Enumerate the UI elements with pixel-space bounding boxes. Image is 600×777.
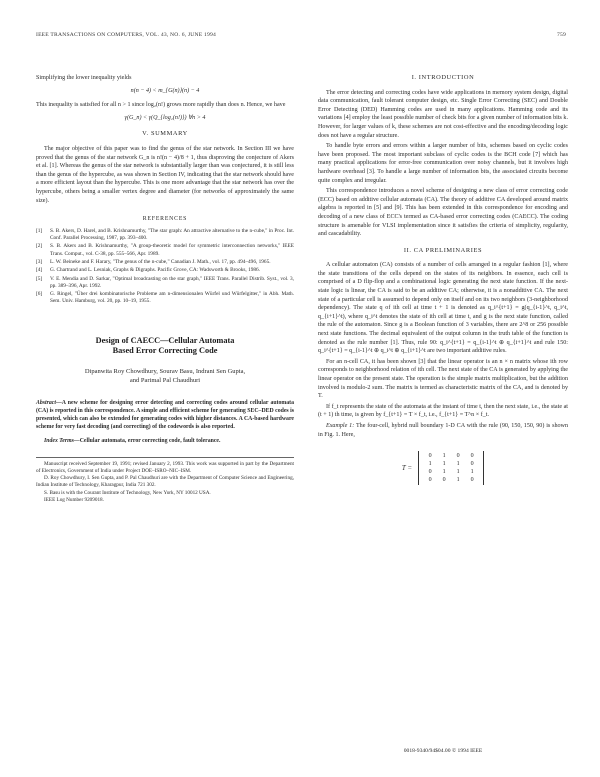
index-terms — [36, 437, 294, 445]
reference-text: L. W. Beineke and F. Harary, "The genus of the n-cube," Canadian J. Math., vol. 17, pp. 494–496, 1965. — [50, 258, 271, 265]
reference-item — [36, 243, 294, 258]
matrix-cell: 0 — [470, 477, 474, 484]
reference-number: [6] — [36, 291, 43, 298]
journal-header: IEEE TRANSACTIONS ON COMPUTERS, VOL. 43, NO. 6, JUNE 1994 — [36, 32, 216, 38]
matrix-cell: 0 — [470, 461, 474, 468]
example-paragraph — [318, 422, 568, 439]
index-terms-label: Index Terms— — [44, 437, 80, 444]
matrix-cell: 1 — [442, 461, 446, 468]
matrix-cell: 1 — [456, 477, 460, 484]
introduction-heading: I. INTRODUCTION — [411, 74, 475, 81]
ca-paragraph-1: A cellular automaton (CA) consists of a number of cells arranged in a regular fashion [1], where the state transitions of the cells depend on the states of its neighbors. In essence, each cell is comprised of a D flip-flop and a combinational logic generating the next state function. If the next-state logic is linear, the CA is said to be an additive CA; otherwise, it is a nonadditive CA. The next state of a particular cell is assumed to depend only on itself and on its two neighbors (3-neighborhood dependency). The state q of ith cell at time t + 1 is denoted as q_i^{t+1} = g(q_{i-1}^t, q_i^t, q_{i+1}^t), where q_i^t denotes the state of ith cell at time t, and g is the next state function, called the rule of the automaton. Since g is a Boolean function of 3 variables, there are 2^8 or 256 possible next state functions. The decimal equivalent of the output column in the truth table of the function is denoted as the rule number [1]. Thus, rule 90: q_i^{t+1} = q_{i-1}^t ⊕ q_{i+1}^t and rule 150: q_i^{t+1} = q_{i-1}^t ⊕ q_i^t ⊕ q_{i+1}^t are two important additive rules. — [318, 262, 568, 355]
reference-item — [36, 267, 294, 274]
matrix-table — [423, 452, 479, 484]
matrix-cell: 0 — [470, 453, 474, 460]
abstract-label: Abstract— — [36, 399, 62, 406]
left-column — [36, 74, 294, 504]
intro-paragraph-2: To handle byte errors and errors within a larger number of bits, schemes based on cyclic codes have been proposed. The most important subclass of cyclic codes is the BCH code [7] which has many practical applications for error-free communication over noisy channels, but it involves high hardware overhead [3]. To handle a large number of information bits, the associated circuits become quite complex and irregular. — [318, 143, 568, 184]
authors-line-1: Dipanwita Roy Chowdhury, Sourav Basu, Indrani Sen Gupta, — [84, 367, 246, 375]
authors-line-2: and Parimal Pal Chaudhuri — [129, 376, 201, 384]
matrix-cell: 1 — [456, 469, 460, 476]
matrix-row — [423, 460, 479, 468]
matrix-cell: 0 — [428, 469, 432, 476]
footnote-affiliation-2: S. Basu is with the Courant Institute of Technology, New York, NY 10012 USA. — [44, 489, 211, 496]
ca-paragraph-3: If f_t represents the state of the automata at the instant of time t, then the next state, i.e., the state at (t + 1) th time, is given by f_{t+1} = T × f_t, i.e., f_{t+1} = T^n × f_t. — [318, 403, 568, 419]
reference-text: S. B. Akers, D. Harel, and B. Krishnamurthy, "The star graph: An attractive alternative to the n-cube," in Proc. Int. Conf. Parallel Processing, 1987, pp. 393–400. — [50, 227, 294, 242]
footnote-received: Manuscript received September 19, 1991; revised January 2, 1993. This work was supported in part by the Department of Electronics, Government of India under Project DOE–ISRO–NIC–ISM. — [36, 460, 294, 474]
matrix-cell: 1 — [428, 461, 432, 468]
reference-text: G. Ringel, "Über drei kombinatorische Probleme am n-dimensionalen Würfel und Würfelgitter," in Abh. Math. Sem. Univ. Hamburg, vol. 20, pp. 10–19, 1955. — [50, 291, 294, 305]
reference-number: [3] — [36, 258, 43, 265]
example-label: Example 1: — [326, 422, 355, 429]
abstract-text: A new scheme for designing error detecting and correcting codes around cellular automata (CA) is reported in this correspondence. A simple and efficient scheme for generating SEC–DED codes is presented, which can also be extended for generating codes with higher distances. A CA-based hardware scheme for very fast decoding (and correcting) of the codewords is also reported. — [36, 399, 294, 430]
matrix-cell: 1 — [456, 461, 460, 468]
reference-item — [36, 291, 294, 306]
footnote-affiliation-1: D. Roy Chowdhury, I. Sen Gupta, and P. Pal Chaudhuri are with the Department of Computer Science and Engineering, Indian Institute of Technology, Kharagpur, India 721 302. — [36, 475, 294, 489]
article-title-line-2: Based Error Correcting Code — [112, 346, 218, 356]
footnotes — [36, 457, 294, 504]
ca-preliminaries-heading: II. CA PRELIMINARIES — [403, 246, 483, 254]
reference-item — [36, 276, 294, 291]
article-title — [36, 336, 294, 357]
intro-line: Simplifying the lower inequality yields — [36, 75, 132, 81]
abstract — [36, 399, 294, 431]
reference-item — [36, 228, 294, 243]
reference-number: [1] — [36, 227, 43, 234]
reference-text: V. E. Mendia and D. Sarkar, "Optimal broadcasting on the star graph," IEEE Trans. Parallel Distrib. Syst., vol. 3, pp. 389–396, Apr. 1992. — [50, 275, 294, 289]
matrix-row — [423, 476, 479, 484]
reference-number: [2] — [36, 243, 43, 250]
page-number: 759 — [557, 32, 566, 38]
matrix-cell: 1 — [470, 469, 474, 476]
references-heading: REFERENCES — [142, 216, 188, 223]
matrix-cell: 0 — [442, 477, 446, 484]
article-title-line-1: Design of CAECC—Cellular Automata — [95, 335, 235, 345]
equation-2: γ(G_n) < γ(Q_{log₂(n!)}) ∀n > 4 — [124, 114, 206, 121]
matrix-cell: 0 — [428, 453, 432, 460]
copyright-line: 0018-9340/94$04.00 © 1994 IEEE — [403, 748, 483, 754]
reference-number: [4] — [36, 267, 43, 274]
ca-paragraph-2: For an n-cell CA, it has been shown [3] that the linear operator is an n × n matrix whose ith row corresponds to neighborhood relation of ith cell. The next state of the CA is generated by applying the linear operator on the present state. The operation is the simple matrix multiplication, but the addition involved is modulo-2 sum. The matrix is termed as characteristic matrix of the CA, and is denoted by T. — [318, 358, 568, 400]
reference-list — [36, 228, 294, 306]
summary-heading: V. SUMMARY — [142, 130, 188, 138]
index-terms-text: Cellular automata, error correcting code, fault tolerance. — [79, 437, 221, 444]
matrix-row — [423, 468, 479, 476]
matrix-brackets — [418, 451, 484, 485]
para-after-equation: This inequality is satisfied for all n > 1 since log₂(n!) grows more rapidly than does n. Hence, we have — [36, 102, 286, 109]
matrix-label: T = — [401, 463, 413, 472]
matrix-cell: 1 — [442, 453, 446, 460]
article-authors — [36, 367, 294, 385]
matrix-cell: 0 — [428, 477, 432, 484]
matrix-cell: 0 — [456, 453, 460, 460]
reference-item — [36, 259, 294, 266]
reference-text: G. Chartrand and L. Lesniak, Graphs & Digraphs. Pacific Grove, CA: Wadsworth & Brooks, 1986. — [50, 267, 260, 274]
summary-paragraph: The major objective of this paper was to find the genus of the star network. In Section III we have proved that the genus of the star network G_n is n!(n − 4)/8 + 1, thus disproving the conjecture of Akers et al. [1]. Whereas the genus of the star network is substantially larger than was conjectured, it is still less than the genus of the hypercube, as was shown in Section IV, indicating that the star network should have a more efficient layout than the hypercube. This is one more advantage that the star network has over the hypercube, others being a smaller vertex degree and diameter (for networks of approximately the same size). — [36, 145, 294, 204]
running-head — [36, 32, 566, 38]
footnote-log-number: IEEE Log Number 9209018. — [44, 496, 104, 503]
reference-text: S. B. Akers and B. Krishnamurthy, "A group-theoretic model for symmetric interconnection networks," IEEE Trans. Comput., vol. C-38, pp. 555–566, Apr. 1989. — [50, 243, 294, 257]
matrix-cell: 1 — [442, 469, 446, 476]
equation-1: n(n − 4) < m_{G(n)}(n) − 4 — [130, 87, 200, 94]
characteristic-matrix — [318, 451, 568, 485]
right-column — [318, 74, 568, 489]
reference-number: [5] — [36, 275, 43, 282]
intro-paragraph-1: The error detecting and correcting codes have wide applications in memory system design, digital data communication, fault tolerant computer design, etc. Single Error Correcting (SEC) and Double Error Detecting (DED) Hamming codes are used in many applications. Hamming code and its variations [4] employ the least possible number of check bits for a given number of information bits k. However, for larger values of k, these schemes are not cost-effective and the encoding/decoding logic does not have a regular structure. — [318, 89, 568, 139]
intro-paragraph-3: This correspondence introduces a novel scheme of designing a new class of error correcting code (ECC) based on additive cellular automata (CA). The theory of additive CA developed around matrix algebra is reported in [5] and [9]. This has been extended in this correspondence for encoding and decoding of a new class of ECC's termed as CA-based error correcting codes (CAECC). The coding structure is amenable for VLSI implementation since it satisfies the criteria of simplicity, regularity, and cascadability. — [318, 188, 568, 238]
matrix-row — [423, 452, 479, 460]
example-text: The four-cell, hybrid null boundary 1-D CA with the rule (90, 150, 150, 90) is shown in Fig. 1. Here, — [318, 422, 569, 438]
